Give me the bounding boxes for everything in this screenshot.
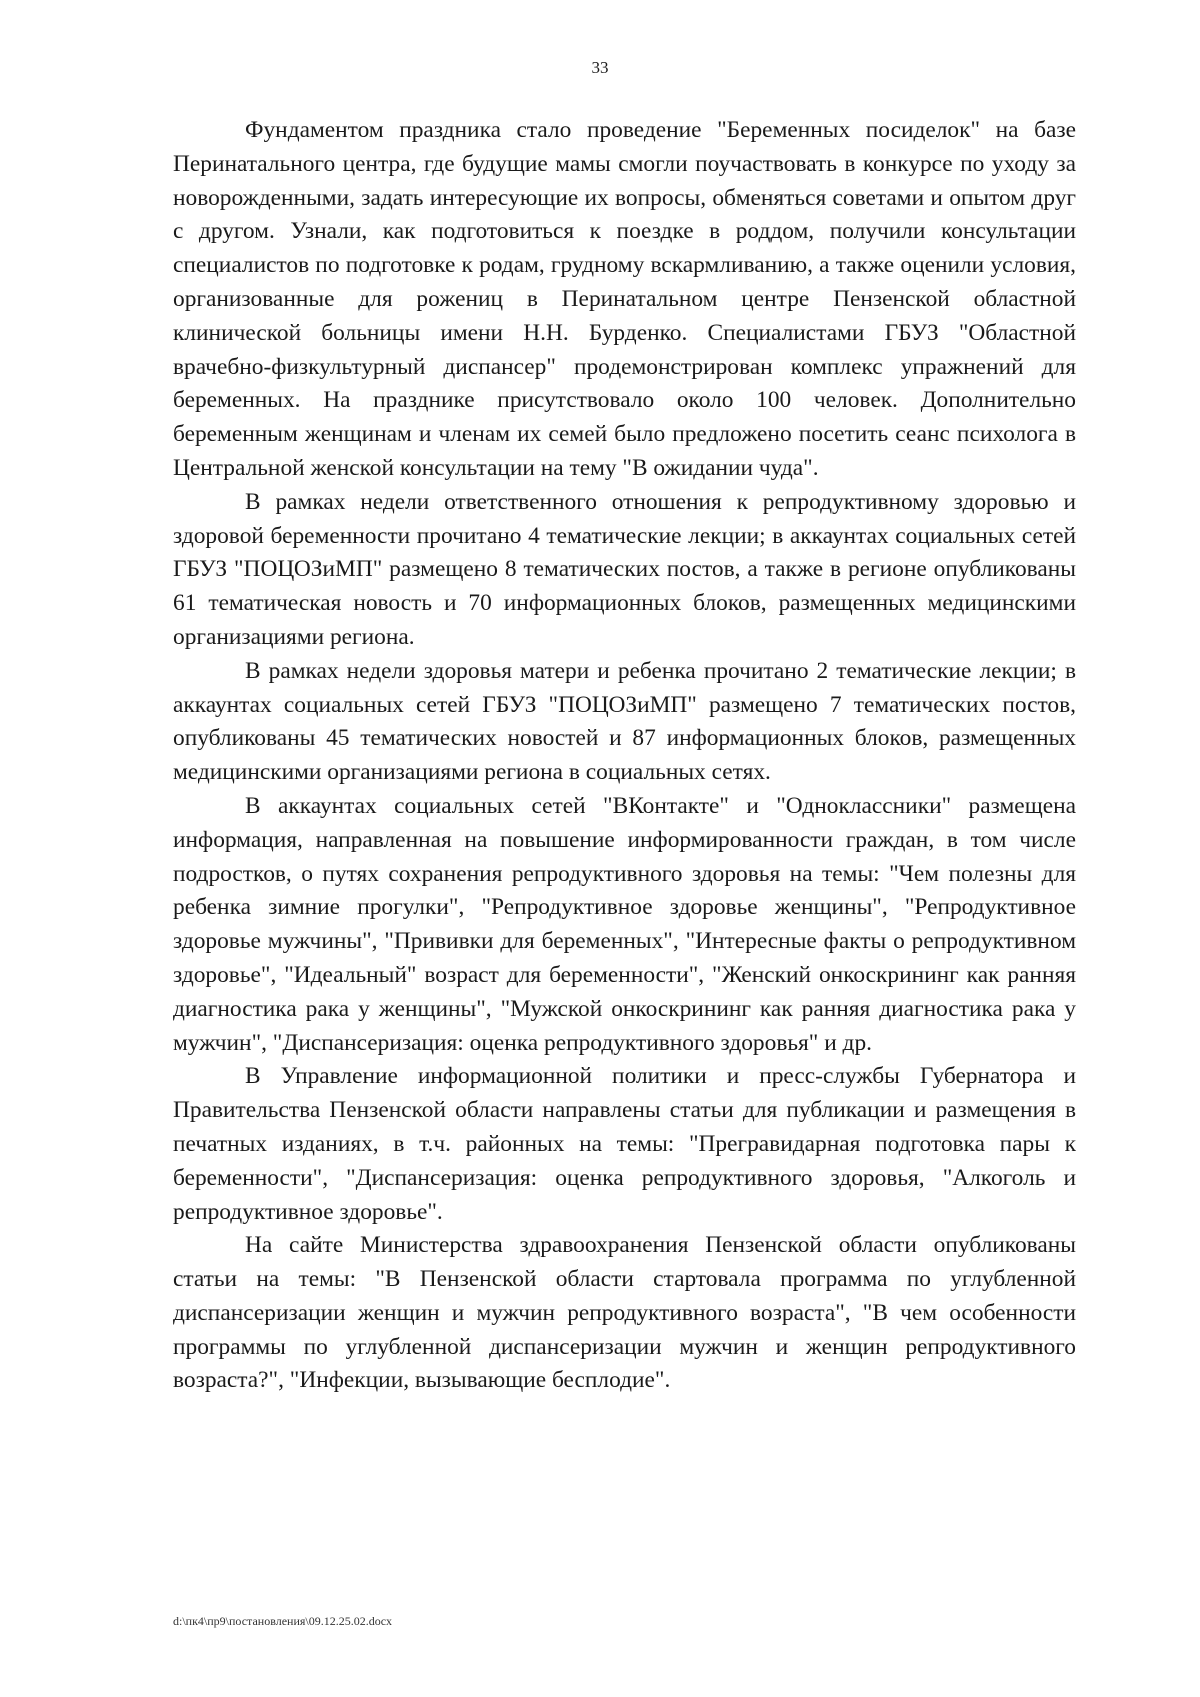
page-number: 33 xyxy=(591,58,609,77)
paragraph-responsible-reproductive-week: В рамках недели ответственного отношения к репродуктивному здоровью и здоровой беременности прочитано 4 тематические лекции; в аккаунтах социальных сетей ГБУЗ "ПОЦОЗиМП" размещено 8 тематических постов, а также в регионе опубликованы 61 тематическая новость и 70 информационных блоков, размещенных медицинскими организациями региона. xyxy=(173,488,1076,650)
paragraph-social-networks: В аккаунтах социальных сетей "ВКонтакте" и "Одноклассники" размещена информация, направленная на повышение информированности граждан, в том числе подростков, о путях сохранения репродуктивного здоровья на темы: "Чем полезны для ребенка зимние прогулки", "Репродуктивное здоровье женщины", "Репродуктивное здоровье мужчины", "Прививки для беременных", "Интересные факты о репродуктивном здоровье", "Идеальный" возраст для беременности", "Женский онкоскрининг как ранняя диагностика рака у женщины", "Мужской онкоскрининг как ранняя диагностика рака у мужчин", "Диспансеризация: оценка репродуктивного здоровья" и др. xyxy=(173,792,1076,1056)
paragraph-ministry-website: На сайте Министерства здравоохранения Пензенской области опубликованы статьи на темы: "В Пензенской области стартовала программа по углубленной диспансеризации женщин и мужчин репродуктивного возраста", "В чем особенности программы по углубленной диспансеризации мужчин и женщин репродуктивного возраста?", "Инфекции, вызывающие бесплодие". xyxy=(173,1232,1076,1394)
paragraph-pregnant-gatherings: Фундаментом праздника стало проведение "Беременных посиделок" на базе Перинатального центра, где будущие мамы смогли поучаствовать в конкурсе по уходу за новорожденными, задать интересующие их вопросы, обменяться советами и опытом друг с другом. Узнали, как подготовиться к поездке в роддом, получили консультации специалистов по подготовке к родам, грудному вскармливанию, а также оценили условия, организованные для рожениц в Перинатальном центре Пензенской областной клинической больницы имени Н.Н. Бурденко. Специалистами ГБУЗ "Областной врачебно-физкультурный диспансер" продемонстрирован комплекс упражнений для беременных. На празднике присутствовало около 100 человек. Дополнительно беременным женщинам и членам их семей было предложено посетить сеанс психолога в Центральной женской консультации на тему "В ожидании чуда". xyxy=(173,117,1076,481)
footer-file-path: d:\пк4\пр9\постановления\09.12.25.02.docx xyxy=(173,1614,393,1628)
paragraph-press-service: В Управление информационной политики и пресс-службы Губернатора и Правительства Пензенской области направлены статьи для публикации и размещения в печатных изданиях, в т.ч. районных на темы: "Прегравидарная подготовка пары к беременности", "Диспансеризация: оценка репродуктивного здоровья, "Алкоголь и репродуктивное здоровье". xyxy=(173,1063,1076,1225)
paragraph-mother-child-health-week: В рамках недели здоровья матери и ребенка прочитано 2 тематические лекции; в аккаунтах социальных сетей ГБУЗ "ПОЦОЗиМП" размещено 7 тематических постов, опубликованы 45 тематических новостей и 87 информационных блоков, размещенных медицинскими организациями региона в социальных сетях. xyxy=(173,657,1076,786)
document-body xyxy=(173,114,1076,1398)
